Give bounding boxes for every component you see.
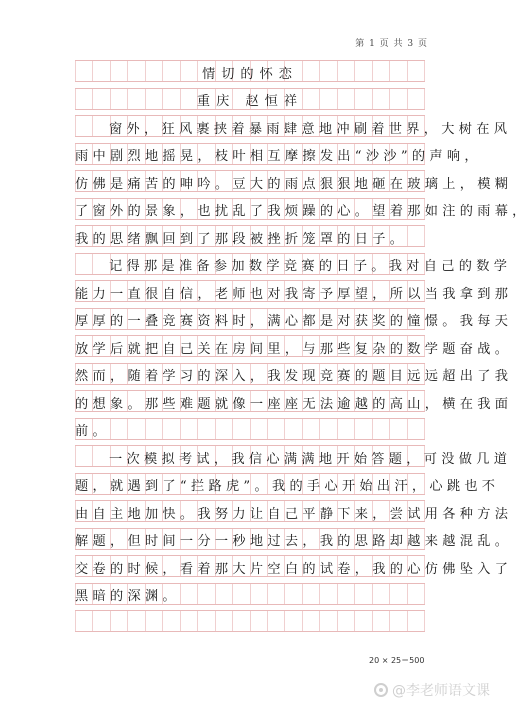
- essay-line-text: 然而，随着学习的深入，我发现竞赛的题目远远超出了我: [75, 369, 513, 384]
- essay-line: [75, 528, 513, 556]
- essay-line-text: 厚厚的一叠竞赛资料时，满心都是对获奖的憧憬。我每天: [75, 314, 513, 329]
- essay-line: [75, 225, 425, 253]
- essay-line: [75, 473, 500, 501]
- essay-line: [75, 555, 513, 583]
- essay-line-text: 了窗外的景象，也扰乱了我烦躁的心。望着那如注的雨幕，: [75, 204, 530, 219]
- essay-line-text: 一次模拟考试，我信心满满地开始答题，可没做几道: [109, 451, 512, 467]
- essay-line: [75, 170, 513, 198]
- composition-sheet: [75, 60, 530, 638]
- author-row: [75, 88, 425, 116]
- essay-line-text: 题，就遇到了“拦路虎”。我的手心开始出汗，心跳也不: [75, 479, 500, 494]
- essay-line-text: 雨中剧烈地摇晃，枝叶相互摩擦发出“沙沙”的声响，: [75, 149, 482, 164]
- essay-line-text: 能力一直很自信，老师也对我寄予厚望，所以当我拿到那: [75, 286, 513, 302]
- essay-line-text: 黑暗的深渊。: [75, 589, 180, 604]
- essay-line-text: 解题，但时间一分一秒地过去，我的思路却越来越混乱。: [75, 534, 513, 549]
- watermark: [374, 680, 490, 700]
- essay-line: [75, 390, 513, 418]
- essay-line-text: 由自主地加快。我努力让自己平静下来，尝试用各种方法: [75, 506, 513, 522]
- essay-line: [75, 280, 513, 308]
- watermark-text: @李老师语文课: [392, 683, 490, 699]
- grid-count-label: 20 × 25＝500: [369, 656, 425, 665]
- author-line: 重庆 赵恒祥: [196, 94, 304, 109]
- empty-grid-row: [75, 610, 425, 638]
- essay-line-text: 仿佛是痛苦的呻吟。豆大的雨点狠狠地砸在玻璃上，模糊: [75, 176, 513, 192]
- essay-line: [75, 143, 482, 171]
- watermark-logo-icon: [374, 683, 388, 697]
- essay-line: [75, 198, 530, 226]
- essay-line: [75, 418, 425, 446]
- title-row: [75, 60, 425, 88]
- page-header: 第 1 页 共 3 页: [355, 39, 428, 49]
- essay-line-text: 我的思绪飘回到了那段被挫折笼罩的日子。: [75, 231, 408, 247]
- essay-line: [75, 253, 512, 281]
- essay-line: [75, 500, 513, 528]
- essay-line-text: 记得那是准备参加数学竞赛的日子。我对自己的数学: [109, 259, 512, 274]
- essay-line: [75, 363, 513, 391]
- essay-line-text: 窗外，狂风裹挟着暴雨肆意地冲刷着世界，大树在风: [109, 121, 512, 137]
- essay-line-text: 的想象。那些难题就像一座座无法逾越的高山，横在我面: [75, 396, 513, 412]
- essay-line: [75, 115, 512, 143]
- essay-line-text: 交卷的时候，看着那大片空白的试卷，我的心仿佛坠入了: [75, 561, 513, 577]
- essay-line: [75, 335, 513, 363]
- essay-line-text: 前。: [75, 424, 110, 439]
- essay-line: [75, 445, 512, 473]
- essay-line: [75, 583, 425, 611]
- essay-line: [75, 308, 513, 336]
- essay-line-text: 放学后就把自己关在房间里，与那些复杂的数学题奋战。: [75, 341, 513, 357]
- essay-title: 情切的怀恋: [202, 66, 298, 82]
